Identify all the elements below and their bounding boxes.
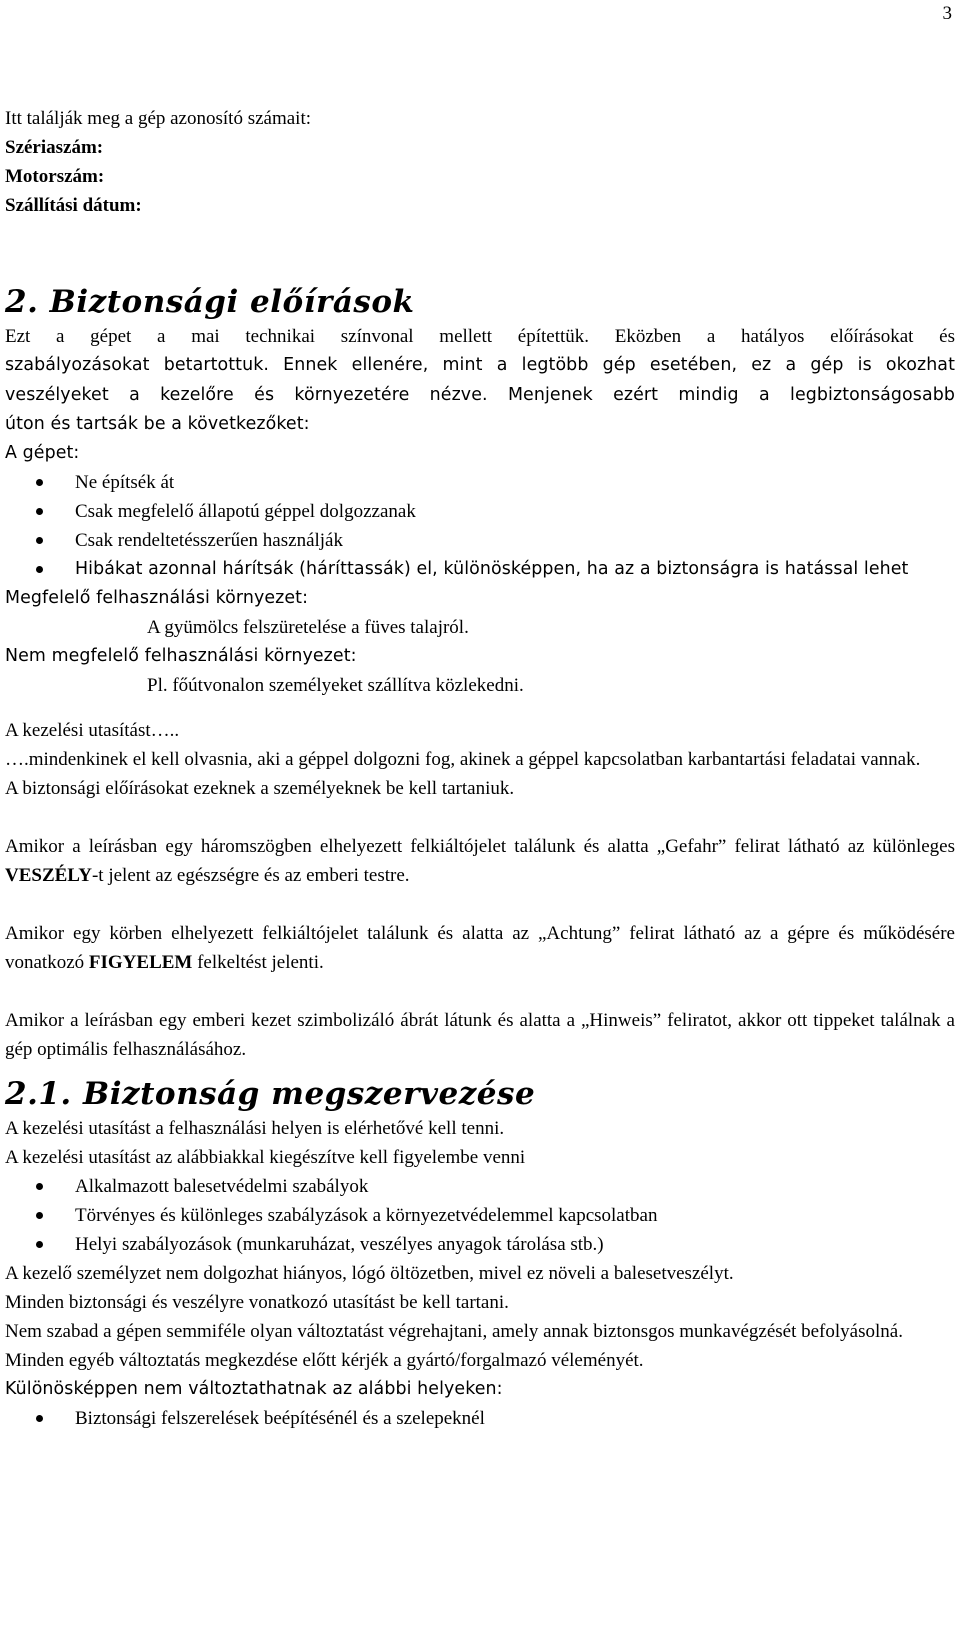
proper-env-label: Megfelelő felhasználási környezet: [5, 588, 309, 608]
improper-env-value: Pl. főútvonalon személyeket szállítva közlekedni. [147, 675, 524, 696]
paragraph-line: úton és tartsák be a következőket: [5, 414, 310, 434]
list-item: Helyi szabályozások (munkaruházat, veszélyes anyagok tárolása stb.) [5, 1230, 955, 1259]
danger-text: Amikor a leírásban egy háromszögben elhelyezett felkiáltójelet találunk és alatta „Gefahr” felirat látható az különleges [5, 836, 955, 857]
organization-line: A kezelő személyzet nem dolgozhat hiányos, lógó öltözetben, mivel ez növeli a balesetveszélyt. [5, 1263, 734, 1284]
engine-number-label: Motorszám: [5, 166, 105, 187]
section-2-heading: 2. Biztonsági előírások [5, 284, 415, 320]
delivery-date-label: Szállítási dátum: [5, 195, 142, 216]
paragraph-line: szabályozásokat betartottuk. Ennek ellenére, mint a legtöbb gép esetében, ez a gép is okozhat [5, 355, 955, 375]
paragraph-text: veszélyeket a kezelőre és környezetére nézve. [5, 385, 488, 405]
machine-rules-list [5, 468, 955, 584]
organization-line: A kezelési utasítást a felhasználási helyen is elérhetővé kell tenni. [5, 1118, 505, 1139]
document-body [5, 104, 955, 1433]
attention-text: Amikor egy körben elhelyezett felkiáltójelet találunk és alatta az „Achtung” felirat látható az a gépre és működésére vonatkozó [5, 923, 955, 973]
ids-intro: Itt találják meg a gép azonosító számait: [5, 108, 312, 129]
machine-label: A gépet: [5, 443, 80, 463]
list-item: Alkalmazott balesetvédelmi szabályok [5, 1172, 955, 1201]
organization-line: A kezelési utasítást az alábbiakkal kiegészítve kell figyelembe venni [5, 1147, 526, 1168]
paragraph-text: Menjenek ezért mindig a legbiztonságosabb [487, 385, 955, 405]
organization-line: Minden biztonsági és veszélyre vonatkozó utasítást be kell tartani. [5, 1292, 509, 1313]
list-item: Hibákat azonnal hárítsák (háríttassák) el, különösképpen, ha az a biztonságra is hatással lehet [5, 555, 955, 584]
serial-number-label: Szériaszám: [5, 137, 104, 158]
spacer [5, 977, 955, 1006]
spacer [5, 220, 955, 282]
attention-paragraph [5, 919, 955, 977]
list-item: Csak rendeltetésszerűen használják [5, 526, 955, 555]
improper-env-label: Nem megfelelő felhasználási környezet: [5, 646, 357, 666]
manual-line: A biztonsági előírásokat ezeknek a személyeknek be kell tartaniuk. [5, 778, 515, 799]
paragraph-line [5, 380, 955, 410]
manual-line: ….mindenkinek el kell olvasnia, aki a géppel dolgozni fog, akinek a géppel kapcsolatban karbantartási feladatai vannak. [5, 749, 921, 770]
danger-keyword: VESZÉLY [5, 865, 92, 886]
spacer [5, 700, 955, 716]
organization-line: Minden egyéb változtatás megkezdése előtt kérjék a gyártó/forgalmazó véleményét. [5, 1350, 644, 1371]
spacer [5, 890, 955, 919]
manual-line: A kezelési utasítást….. [5, 720, 180, 741]
page-number: 3 [942, 3, 952, 24]
regulations-list [5, 1172, 955, 1259]
proper-env-value: A gyümölcs felszüretelése a füves talajról. [147, 617, 469, 638]
danger-text: -t jelent az egészségre és az emberi testre. [91, 865, 410, 886]
danger-paragraph [5, 832, 955, 890]
section-2-1-heading: 2.1. Biztonság megszervezése [5, 1076, 536, 1112]
restricted-places-list [5, 1404, 955, 1433]
organization-line: Nem szabad a gépen semmiféle olyan változtatást végrehajtani, amely annak biztonsgos munkavégzését befolyásolná. [5, 1321, 903, 1342]
list-item: Törvényes és különleges szabályzások a környezetvédelemmel kapcsolatban [5, 1201, 955, 1230]
list-item: Ne építsék át [5, 468, 955, 497]
spacer [5, 1064, 955, 1074]
spacer [5, 803, 955, 832]
organization-line: Különösképpen nem változtathatnak az alábbi helyeken: [5, 1379, 503, 1399]
paragraph-line: Ezt a gépet a mai technikai színvonal mellett építettük. Eközben a hatályos előírásokat és [5, 326, 955, 347]
list-item: Biztonsági felszerelések beépítésénél és a szelepeknél [5, 1404, 955, 1433]
list-item: Csak megfelelő állapotú géppel dolgozzanak [5, 497, 955, 526]
hint-paragraph: Amikor a leírásban egy emberi kezet szimbolizáló ábrát látunk és alatta a „Hinweis” feliratot, akkor ott tippeket találnak a gép optimális felhasználásához. [5, 1010, 955, 1060]
section-2-intro [5, 322, 955, 439]
attention-keyword: FIGYELEM [88, 952, 193, 973]
attention-text: felkeltést jelenti. [192, 952, 324, 973]
